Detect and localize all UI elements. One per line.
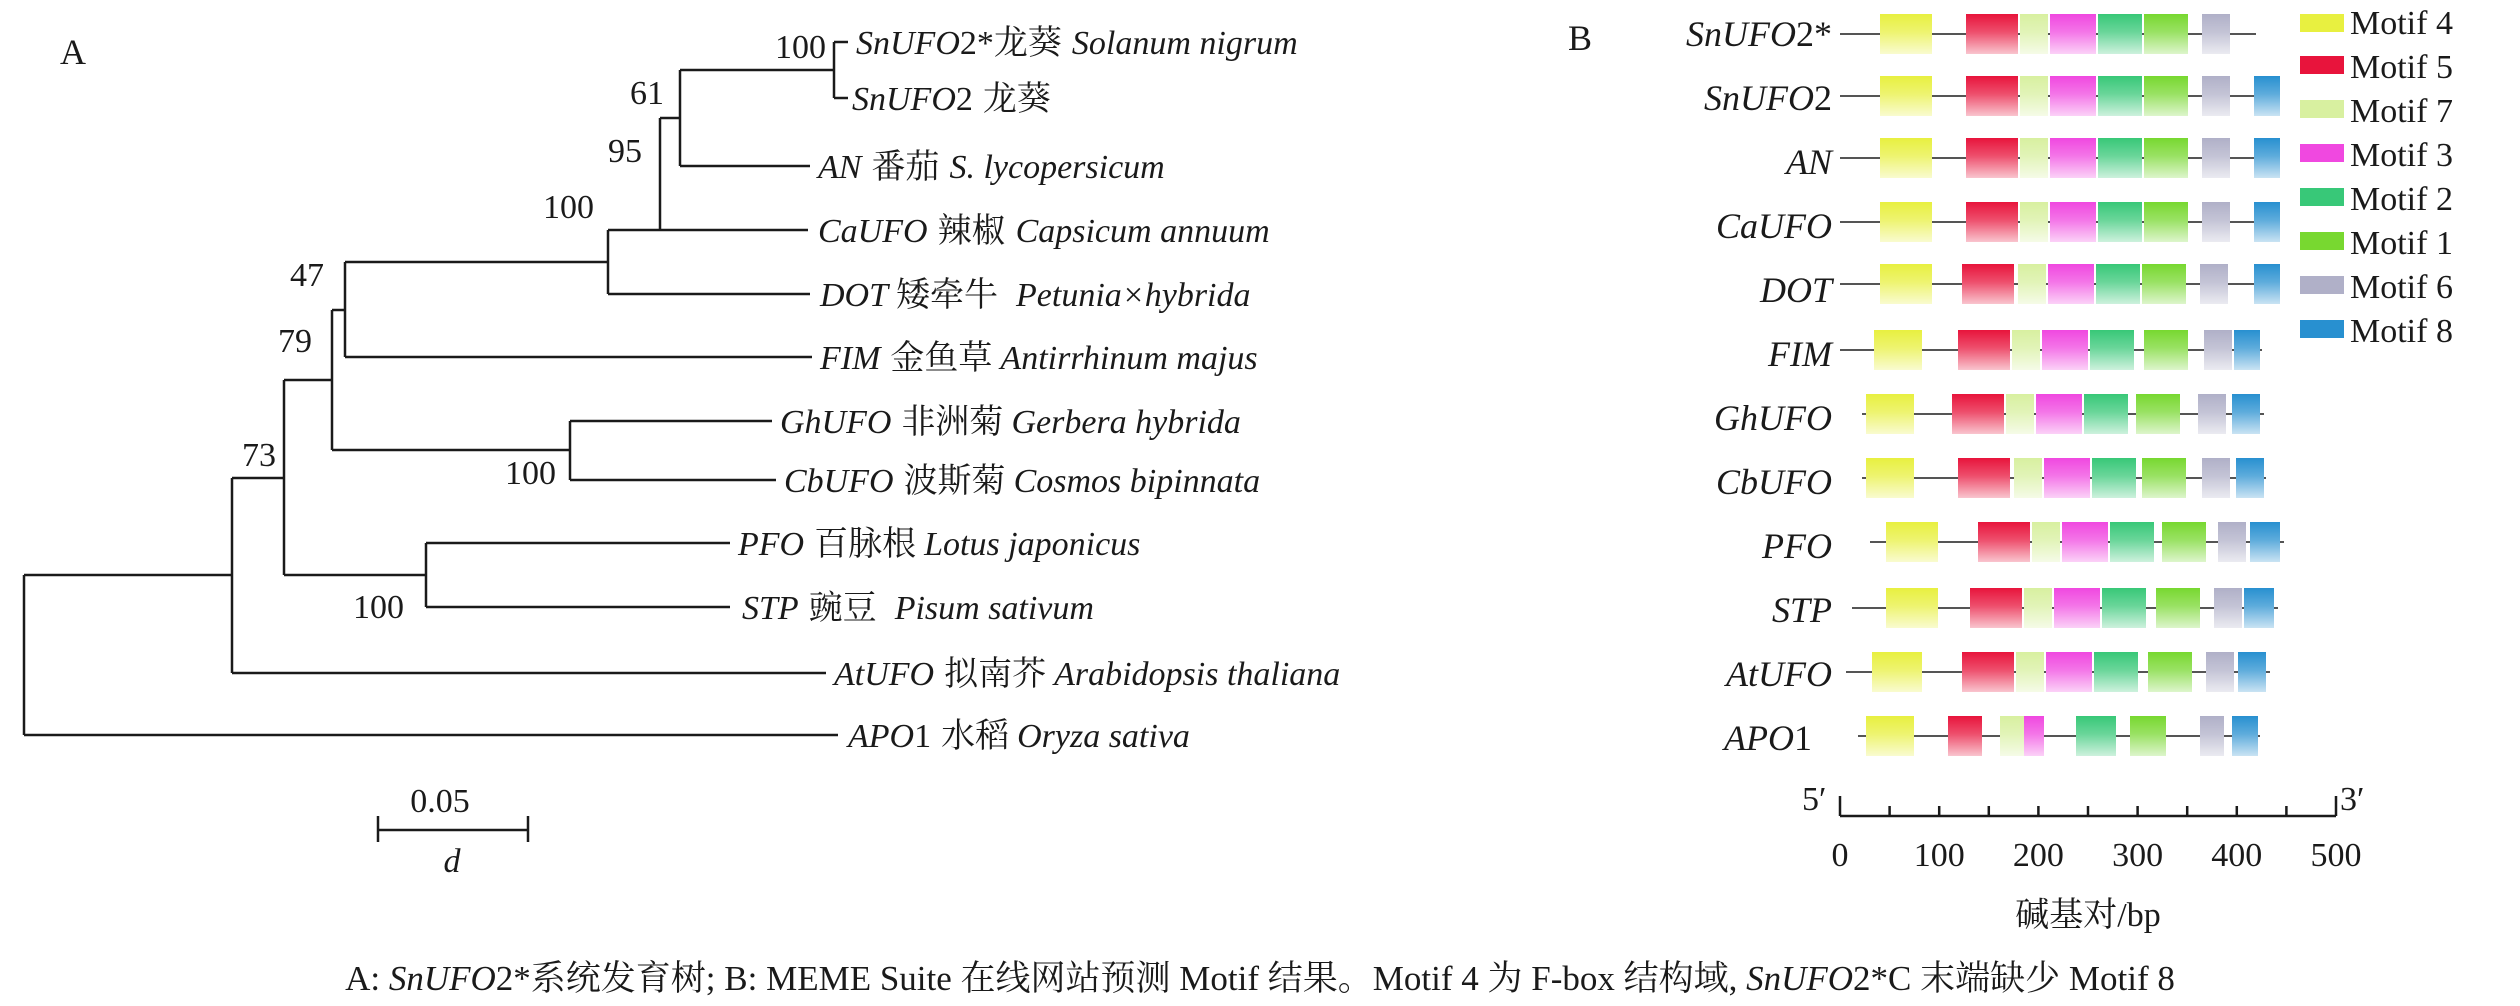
motif-block-shade — [2024, 588, 2052, 628]
gene-name: STP — [1771, 590, 1832, 630]
motif-block-shade — [2076, 716, 2116, 756]
motif-block-shade — [2036, 394, 2082, 434]
motif-block-shade — [2130, 716, 2166, 756]
gene-name: GhUFO — [780, 404, 892, 441]
motif-block-shade — [2046, 652, 2092, 692]
branch — [24, 575, 838, 735]
panel-b — [1568, 5, 2453, 934]
legend-swatch — [2300, 56, 2344, 74]
motif-track — [1840, 14, 2256, 54]
three-prime-end-label: 3′ — [2340, 781, 2365, 818]
five-prime-end-label: 5′ — [1802, 781, 1827, 818]
motif-block-shade — [1978, 522, 2030, 562]
taxon-label — [742, 590, 1094, 627]
motif-track — [1840, 330, 2262, 370]
gene-name: DOT — [820, 277, 889, 314]
scale-bar — [378, 783, 528, 880]
figure-caption — [345, 959, 2175, 998]
gene-name: AN — [1785, 142, 1832, 182]
motif-legend — [2300, 5, 2453, 350]
bootstrap-value: 73 — [242, 437, 276, 474]
motif-block-shade — [2094, 652, 2138, 692]
motif-track — [1852, 588, 2278, 628]
scale-bar-unit: d — [443, 843, 461, 880]
motif-tracks — [1840, 14, 2284, 756]
legend-label: Motif 3 — [2350, 137, 2453, 174]
chinese-name: 波斯菊 — [903, 463, 1006, 500]
bootstrap-value: 79 — [278, 323, 312, 360]
legend-entry — [2300, 269, 2453, 306]
caption-gene: SnUFO — [388, 959, 496, 998]
motif-block-shade — [2202, 14, 2230, 54]
bootstrap-value: 100 — [543, 189, 594, 226]
motif-track — [1840, 264, 2280, 304]
motif-track — [1840, 76, 2280, 116]
bootstrap-value: 100 — [353, 589, 404, 626]
motif-block-shade — [2054, 588, 2100, 628]
legend-label: Motif 1 — [2350, 225, 2453, 262]
motif-track — [1840, 138, 2280, 178]
motif-block-shade — [1962, 652, 2014, 692]
gene-name-labels — [1686, 14, 1835, 758]
legend-entry — [2300, 225, 2453, 262]
branch — [834, 42, 848, 98]
chinese-name: 百脉根 — [814, 526, 917, 563]
latin-name: Cosmos bipinnata — [1013, 463, 1261, 500]
axis-tick-label: 500 — [2310, 837, 2362, 874]
motif-block-shade — [2000, 716, 2024, 756]
gene-name: SnUFO — [1704, 78, 1814, 118]
chinese-name: 金鱼草 — [890, 340, 993, 377]
gene-label — [1716, 462, 1832, 502]
latin-name: S. lycopersicum — [949, 149, 1165, 186]
legend-swatch — [2300, 100, 2344, 118]
motif-block-shade — [1966, 76, 2018, 116]
gene-name: FIM — [1768, 334, 1832, 374]
motif-block-shade — [2018, 264, 2046, 304]
motif-block-shade — [2020, 14, 2048, 54]
legend-label: Motif 2 — [2350, 181, 2453, 218]
motif-block-shade — [2098, 76, 2142, 116]
motif-block-shade — [2156, 588, 2200, 628]
gene-name: FIM — [820, 340, 881, 377]
motif-block-shade — [2102, 588, 2146, 628]
motif-block-shade — [2098, 14, 2142, 54]
motif-block-shade — [2144, 138, 2188, 178]
motif-block-shade — [2202, 138, 2230, 178]
branch — [680, 70, 834, 166]
motif-block-shade — [2142, 458, 2186, 498]
gene-name: AtUFO — [834, 656, 935, 693]
motif-block-shade — [1866, 458, 1914, 498]
motif-block-shade — [1866, 716, 1914, 756]
gene-name: CbUFO — [784, 463, 894, 500]
motif-block-shade — [2236, 458, 2264, 498]
motif-block-shade — [2254, 264, 2280, 304]
gene-name: SnUFO — [852, 81, 956, 118]
caption-part: 2*系统发育树; B: MEME Suite 在线网站预测 Motif 结果。Motif 4 为 F-box 结构域, — [495, 959, 1747, 998]
motif-block-shade — [2254, 76, 2280, 116]
taxon-label — [832, 655, 1340, 693]
motif-block-shade — [2202, 202, 2230, 242]
legend-swatch — [2300, 14, 2344, 32]
motif-block-shade — [1970, 588, 2022, 628]
axis-tick-label: 100 — [1913, 837, 1965, 874]
branch — [284, 380, 426, 575]
axis-tick-label: 200 — [2012, 837, 2064, 874]
motif-track — [1862, 394, 2264, 434]
motif-track — [1870, 522, 2284, 562]
legend-swatch — [2300, 188, 2344, 206]
gene-name: STP — [742, 590, 799, 627]
legend-label: Motif 5 — [2350, 49, 2453, 86]
motif-block-shade — [2200, 716, 2224, 756]
gene-name: GhUFO — [1714, 398, 1832, 438]
motif-block-shade — [1966, 138, 2018, 178]
motif-block-shade — [1962, 264, 2014, 304]
axis-tick-label: 300 — [2112, 837, 2164, 874]
gene-label — [1759, 270, 1835, 310]
motif-block-shade — [1958, 458, 2010, 498]
motif-block-shade — [2162, 522, 2206, 562]
gene-label — [1686, 14, 1832, 54]
gene-label — [1704, 78, 1832, 118]
legend-entry — [2300, 5, 2453, 42]
motif-block-shade — [1966, 14, 2018, 54]
latin-name: Capsicum annuum — [1015, 213, 1270, 250]
motif-block-shade — [1952, 394, 2004, 434]
panel-a — [24, 24, 1340, 880]
gene-name: SnUFO — [1686, 14, 1796, 54]
motif-track — [1858, 716, 2260, 756]
latin-name: Pisum sativum — [894, 590, 1094, 627]
bootstrap-value: 47 — [290, 257, 324, 294]
motif-block-shade — [2232, 394, 2260, 434]
branch — [426, 543, 730, 607]
motif-block-shade — [2232, 716, 2258, 756]
motif-block-shade — [2144, 76, 2188, 116]
taxon-label — [780, 403, 1241, 441]
branch — [570, 421, 776, 480]
gene-label — [1761, 526, 1832, 566]
gene-suffix: 2 — [1814, 78, 1832, 118]
legend-swatch — [2300, 320, 2344, 338]
motif-block-shade — [2098, 202, 2142, 242]
legend-label: Motif 4 — [2350, 5, 2453, 42]
motif-block-shade — [2096, 264, 2140, 304]
motif-block-shade — [2012, 330, 2040, 370]
scale-bar-value: 0.05 — [410, 783, 470, 820]
taxon-label — [819, 339, 1258, 377]
gene-label — [1722, 718, 1812, 758]
caption-part: A: — [345, 959, 389, 998]
motif-block-shade — [2050, 14, 2096, 54]
motif-block-shade — [2234, 330, 2260, 370]
motif-block-shade — [2136, 394, 2180, 434]
motif-block-shade — [1880, 76, 1932, 116]
gene-name: AtUFO — [1726, 654, 1832, 694]
taxon-label — [784, 462, 1260, 500]
panel-b-label: B — [1568, 18, 1593, 58]
gene-name: DOT — [1759, 270, 1832, 310]
motif-block-shade — [2050, 202, 2096, 242]
motif-block-shade — [1966, 202, 2018, 242]
motif-block-shade — [2024, 716, 2044, 756]
motif-block-shade — [1880, 138, 1932, 178]
gene-label — [1784, 142, 1834, 182]
chinese-name: 矮牵牛 — [896, 277, 999, 314]
legend-entry — [2300, 313, 2453, 350]
gene-name: CaUFO — [1716, 206, 1832, 246]
taxon-label — [856, 24, 1298, 62]
gene-suffix: 1 — [914, 718, 932, 755]
motif-block-shade — [2142, 264, 2186, 304]
motif-block-shade — [2044, 458, 2090, 498]
motif-block-shade — [1880, 202, 1932, 242]
branch — [332, 310, 570, 450]
motif-block-shade — [2144, 330, 2188, 370]
motif-block-shade — [2006, 394, 2034, 434]
legend-label: Motif 6 — [2350, 269, 2453, 306]
gene-label — [1724, 654, 1832, 694]
caption-part: 2*C 末端缺少 Motif 8 — [1853, 959, 2175, 998]
motif-block-shade — [2198, 394, 2226, 434]
length-axis — [1802, 781, 2364, 934]
motif-block-shade — [1874, 330, 1922, 370]
motif-block-shade — [2254, 138, 2280, 178]
legend-entry — [2300, 181, 2453, 218]
motif-block-shade — [2214, 588, 2242, 628]
axis-ticks — [1840, 796, 2336, 816]
motif-block-shade — [2202, 76, 2230, 116]
gene-suffix: 2* — [1796, 14, 1832, 54]
motif-block-shade — [1948, 716, 1982, 756]
motif-block-shade — [2048, 264, 2094, 304]
legend-swatch — [2300, 232, 2344, 250]
bootstrap-value: 100 — [505, 455, 556, 492]
taxon-label — [816, 148, 1165, 186]
gene-label — [1772, 590, 1832, 630]
motif-track — [1862, 458, 2266, 498]
motif-track — [1846, 652, 2270, 692]
motif-block-shade — [2084, 394, 2128, 434]
taxon-labels — [737, 24, 1340, 755]
latin-name: Arabidopsis thaliana — [1054, 656, 1341, 693]
gene-name: CaUFO — [818, 213, 928, 250]
gene-label — [1714, 398, 1832, 438]
chinese-name: 龙葵 — [982, 81, 1051, 118]
latin-name: Lotus japonicus — [924, 526, 1141, 563]
chinese-name: 龙葵 — [993, 25, 1062, 62]
motif-block-shade — [2020, 76, 2048, 116]
taxon-label — [852, 80, 1051, 118]
taxon-label — [737, 525, 1140, 563]
caption-gene: SnUFO — [1746, 959, 1854, 998]
axis-title: 碱基对/bp — [2015, 897, 2161, 934]
motif-block-shade — [2202, 458, 2230, 498]
latin-name: Solanum nigrum — [1071, 25, 1298, 62]
taxon-label — [819, 276, 1251, 314]
motif-block-shade — [2238, 652, 2266, 692]
motif-block-shade — [2062, 522, 2108, 562]
motif-block-shade — [2148, 652, 2192, 692]
motif-block-shade — [1880, 264, 1932, 304]
motif-block-shade — [2050, 138, 2096, 178]
gene-label — [1767, 334, 1834, 374]
gene-label — [1716, 206, 1832, 246]
gene-suffix: 2 — [955, 81, 973, 118]
legend-entry — [2300, 137, 2453, 174]
branch — [345, 262, 812, 357]
motif-block-shade — [2014, 458, 2042, 498]
chinese-name: 水稻 — [941, 718, 1010, 755]
legend-label: Motif 7 — [2350, 93, 2453, 130]
motif-block-shade — [1880, 14, 1932, 54]
gene-name: AN — [818, 149, 862, 186]
motif-block-shade — [2110, 522, 2154, 562]
motif-block-shade — [2144, 14, 2188, 54]
motif-block-shade — [2244, 588, 2274, 628]
latin-name: Gerbera hybrida — [1011, 404, 1241, 441]
branch — [660, 118, 808, 230]
gene-suffix: 1 — [1794, 718, 1812, 758]
motif-block-shade — [1872, 652, 1922, 692]
legend-entry — [2300, 49, 2453, 86]
motif-block-shade — [2032, 522, 2060, 562]
chinese-name: 辣椒 — [937, 213, 1006, 250]
gene-name: SnUFO — [856, 25, 960, 62]
motif-block-shade — [2144, 202, 2188, 242]
gene-name: APO — [1724, 718, 1794, 758]
motif-block-shade — [2020, 138, 2048, 178]
chinese-name: 非洲菊 — [901, 404, 1004, 441]
motif-block-shade — [2016, 652, 2044, 692]
motif-block-shade — [2254, 202, 2280, 242]
chinese-name: 拟南芥 — [944, 656, 1047, 693]
tree-branches — [24, 42, 848, 735]
motif-track — [1840, 202, 2280, 242]
gene-name: APO — [848, 718, 915, 755]
bootstrap-value: 100 — [775, 29, 826, 66]
motif-block-shade — [1866, 394, 1914, 434]
motif-block-shade — [2090, 330, 2134, 370]
motif-block-shade — [1886, 588, 1938, 628]
branch — [608, 230, 810, 294]
legend-entry — [2300, 93, 2453, 130]
axis-tick-label: 0 — [1831, 837, 1849, 874]
legend-swatch — [2300, 276, 2344, 294]
bootstrap-value: 61 — [630, 75, 664, 112]
gene-suffix: 2* — [959, 25, 994, 62]
chinese-name: 豌豆 — [808, 590, 877, 627]
motif-block-shade — [2250, 522, 2280, 562]
axis-tick-label: 400 — [2211, 837, 2263, 874]
gene-name: CbUFO — [1716, 462, 1832, 502]
latin-name: Petunia×hybrida — [1016, 277, 1251, 314]
gene-name: PFO — [1762, 526, 1832, 566]
taxon-label — [846, 717, 1190, 755]
bootstrap-value: 95 — [608, 133, 642, 170]
motif-block-shade — [2204, 330, 2232, 370]
motif-block-shade — [2098, 138, 2142, 178]
motif-block-shade — [2020, 202, 2048, 242]
panel-a-label: A — [60, 32, 86, 72]
motif-block-shade — [1886, 522, 1938, 562]
legend-swatch — [2300, 144, 2344, 162]
motif-block-shade — [2218, 522, 2246, 562]
latin-name: Antirrhinum majus — [1000, 340, 1258, 377]
motif-block-shade — [2050, 76, 2096, 116]
taxon-label — [818, 212, 1270, 250]
chinese-name: 番茄 — [871, 149, 940, 186]
motif-block-shade — [2092, 458, 2136, 498]
motif-block-shade — [2042, 330, 2088, 370]
motif-block-shade — [2200, 264, 2228, 304]
motif-block-shade — [2206, 652, 2234, 692]
latin-name: Oryza sativa — [1017, 718, 1190, 755]
motif-block-shade — [1958, 330, 2010, 370]
legend-label: Motif 8 — [2350, 313, 2453, 350]
gene-name: PFO — [738, 526, 805, 563]
